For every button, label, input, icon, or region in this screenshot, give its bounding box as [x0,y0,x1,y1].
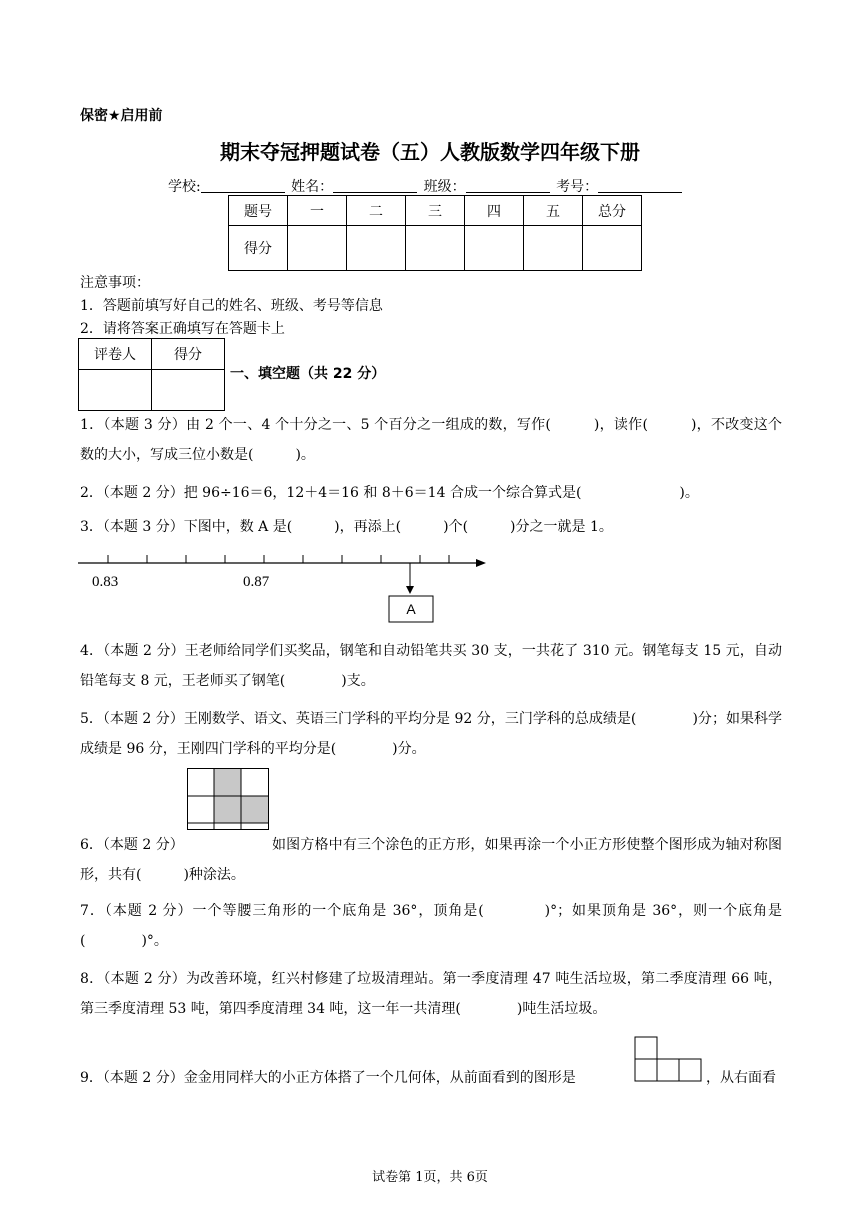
pointer-arrowhead [406,586,414,594]
score-header-cell: 四 [465,196,524,226]
name-label: 姓名： [291,179,334,195]
score-cell[interactable] [524,226,583,271]
number-line-label-left: 0.83 [92,574,119,590]
class-label: 班级： [423,179,466,195]
exam-number-label: 考号： [556,179,599,195]
score-cell[interactable] [406,226,465,271]
question-9-suffix: ，从右面看 [706,1070,776,1086]
exam-number-blank[interactable] [598,178,682,193]
question-8: 8．（本题 2 分）为改善环境，红兴村修建了垃圾清理站。第一季度清理 47 吨生活垃圾，第二季度清理 66 吨，第三季度清理 53 吨，第四季度清理 34 吨，这一年一共清理( )吨生活垃圾。 [80,971,782,1017]
note-item: 1．答题前填写好自己的姓名、班级、考号等信息 [80,298,383,314]
score-header-cell: 一 [288,196,347,226]
number-line-label-right: 0.87 [243,574,270,590]
student-info-line [168,176,684,196]
secret-label: 保密★启用前 [80,108,163,124]
number-line-ticks [108,555,449,563]
score-cell[interactable] [288,226,347,271]
grader-table [78,338,225,411]
section-title: 一、填空题（共 22 分） [230,366,386,382]
number-line-arrowhead [476,559,486,567]
notes-heading: 注意事项： [80,275,150,291]
question-3: 3．（本题 3 分）下图中，数 A 是( )，再添上( )个( )分之一就是 1。 [80,519,613,535]
score-table [228,195,642,271]
question-1: 1．（本题 3 分）由 2 个一、4 个十分之一、5 个百分之一组成的数，写作( )，读作( )，不改变这个数的大小，写成三位小数是( )。 [80,417,782,463]
score-cell[interactable] [583,226,642,271]
number-line-figure [78,548,498,628]
question-5: 5．（本题 2 分）王刚数学、语文、英语三门学科的平均分是 92 分，三门学科的总成绩是( )分；如果科学成绩是 96 分，王刚四门学科的平均分是( )分。 [80,711,782,757]
front-view-figure [634,1036,702,1082]
score-header-cell: 三 [406,196,465,226]
question-4: 4．（本题 2 分）王老师给同学们买奖品，钢笔和自动铅笔共买 30 支，一共花了 310 元。钢笔每支 15 元，自动铅笔每支 8 元，王老师买了钢笔( )支。 [80,643,782,689]
school-label: 学校: [168,179,201,195]
score-cell[interactable] [347,226,406,271]
shaded-square [241,796,268,823]
grader-header: 评卷人 [79,339,152,370]
score-cell[interactable] [465,226,524,271]
score-header-cell: 题号 [229,196,288,226]
question-9-prefix: 9．（本题 2 分）金金用同样大的小正方体搭了一个几何体，从前面看到的图形是 [80,1070,576,1086]
score-header-cell: 五 [524,196,583,226]
shaded-square [214,769,241,796]
name-blank[interactable] [333,178,417,193]
score-header-cell: 二 [347,196,406,226]
grader-score-header: 得分 [152,339,225,370]
q6-grid-figure [187,768,269,830]
page-title: 期末夺冠押题试卷（五）人教版数学四年级下册 [220,140,640,164]
grader-cell[interactable] [79,370,152,411]
class-blank[interactable] [466,178,550,193]
question-2: 2．（本题 2 分）把 96÷16＝6，12＋4＝16 和 8＋6＝14 合成一个综合算式是( )。 [80,485,699,501]
question-6: 如图方格中有三个涂色的正方形，如果再涂一个小正方形使整个图形成为轴对称图形，共有( )种涂法。 [80,837,782,883]
shaded-square [214,796,241,823]
question-7: 7．（本题 2 分）一个等腰三角形的一个底角是 36°，顶角是( )°；如果顶角是 36°，则一个底角是( )°。 [80,903,782,949]
notes [80,272,383,341]
point-a-label: A [406,601,416,617]
page-footer: 试卷第 1页，共 6页 [372,1170,488,1185]
school-blank[interactable] [201,178,285,193]
score-row-label: 得分 [229,226,288,271]
grader-score-cell[interactable] [152,370,225,411]
score-header-cell: 总分 [583,196,642,226]
question-6-prefix: 6．（本题 2 分） [80,837,184,853]
note-item: 2．请将答案正确填写在答题卡上 [80,321,285,337]
